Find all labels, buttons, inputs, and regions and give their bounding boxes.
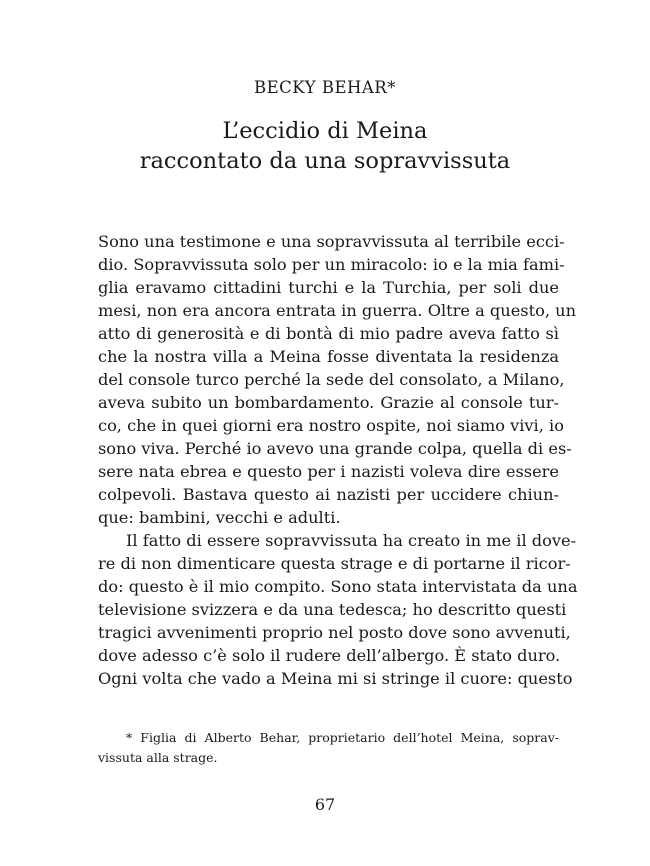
body-line: tragici avvenimenti proprio nel posto dove sono avvenuti, — [98, 623, 571, 642]
body-line: aveva subito un bombardamento. Grazie al console tur- — [98, 393, 559, 412]
body-line: Ogni volta che vado a Meina mi si stringe il cuore: questo — [98, 669, 573, 688]
body-line: glia eravamo cittadini turchi e la Turchia, per soli due — [98, 278, 559, 297]
body-line: sere nata ebrea e questo per i nazisti voleva dire essere — [98, 462, 559, 481]
body-line: dove adesso c’è solo il rudere dell’albergo. È stato duro. — [98, 646, 561, 665]
chapter-title — [0, 116, 650, 176]
body-line: do: questo è il mio compito. Sono stata intervistata da una — [98, 577, 578, 596]
author-name: BECKY BEHAR* — [254, 78, 396, 97]
page-number: 67 — [314, 795, 336, 814]
footnote-line: * Figlia di Alberto Behar, proprietario dell’hotel Meina, soprav- — [126, 730, 559, 745]
body-line: co, che in quei giorni era nostro ospite, noi siamo vivi, io — [98, 416, 564, 435]
footnote-line: vissuta alla strage. — [98, 750, 218, 765]
body-line: televisione svizzera e da una tedesca; ho descritto questi — [98, 600, 567, 619]
body-line: mesi, non era ancora entrata in guerra. Oltre a questo, un — [98, 301, 576, 320]
body-line: atto di generosità e di bontà di mio padre aveva fatto sì — [98, 324, 559, 343]
chapter-title-line-1: L’eccidio di Meina — [222, 118, 428, 144]
body-line: dio. Sopravvissuta solo per un miracolo: io e la mia fami- — [98, 255, 565, 274]
chapter-title-line-2: raccontato da una sopravvissuta — [139, 148, 511, 174]
body-line: sono viva. Perché io avevo una grande colpa, quella di es- — [98, 439, 572, 458]
body-line: re di non dimenticare questa strage e di portarne il ricor- — [98, 554, 571, 573]
body-line: Sono una testimone e una sopravvissuta al terribile ecci- — [98, 232, 565, 251]
body-line: che la nostra villa a Meina fosse diventata la residenza — [98, 347, 559, 366]
body-line: colpevoli. Bastava questo ai nazisti per uccidere chiun- — [98, 485, 559, 504]
body-text — [98, 230, 578, 690]
body-line: del console turco perché la sede del consolato, a Milano, — [98, 370, 565, 389]
footnote — [98, 728, 559, 768]
body-line: Il fatto di essere sopravvissuta ha creato in me il dove- — [126, 531, 577, 550]
body-line: que: bambini, vecchi e adulti. — [98, 508, 341, 527]
